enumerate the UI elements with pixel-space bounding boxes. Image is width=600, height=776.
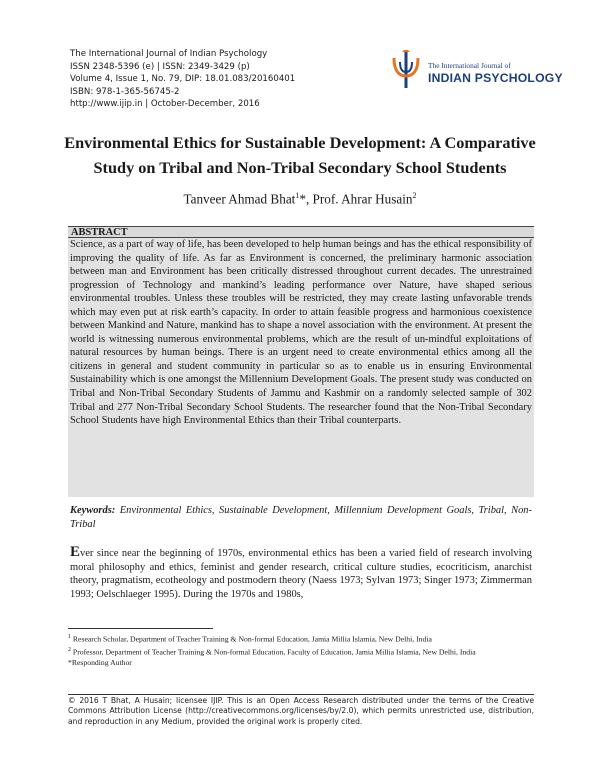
corresponding-mark: *, (299, 191, 313, 207)
volume-line: Volume 4, Issue 1, No. 79, DIP: 18.01.083/20160401 (70, 74, 296, 85)
footnote-2-text: Professor, Department of Teacher Training & Non-formal Education, Faculty of Education, Jamia Millia Islamia, New Delhi, India (72, 647, 476, 657)
journal-name: The International Journal of Indian Psychology (70, 49, 268, 59)
footnote-1-number: 1 (68, 634, 71, 640)
abstract-heading: ABSTRACT (68, 226, 534, 238)
footnote-divider (68, 628, 213, 629)
license-divider (68, 694, 534, 695)
author-2-affil: 2 (412, 191, 417, 200)
isbn-line: ISBN: 978-1-365-56745-2 (70, 86, 180, 97)
author-1-affil: 1 (295, 191, 300, 200)
license-text: © 2016 T Bhat, A Husain; licensee IJIP. This is an Open Access Research distributed under the terms of the Creative Commons Attribution License (http://creativecommons.org/licenses/by/2.0), which permits unrestricted use, distribution, and reproduction in any Medium, provided the original work is properly cited. (68, 696, 534, 726)
author-2: Prof. Ahrar Husain (312, 191, 413, 207)
footnotes (68, 632, 534, 668)
footnote-2 (68, 645, 534, 658)
author-1: Tanveer Ahmad Bhat (183, 191, 296, 207)
footnote-3: *Responding Author (68, 657, 132, 667)
trident-logo-icon (388, 50, 424, 90)
logo-main-text: INDIAN PSYCHOLOGY (428, 71, 563, 85)
author-line (60, 191, 540, 207)
url-date-line[interactable]: http://www.ijip.in | October-December, 2016 (70, 99, 260, 110)
keywords (70, 504, 532, 532)
paper-title: Environmental Ethics for Sustainable Development: A Comparative Study on Tribal and Non-Tribal Secondary School Students (64, 133, 536, 177)
abstract-body: Science, as a part of way of life, has been developed to help human beings and has the ethical responsibility of improving the quality of life. As far as Environment is concerned, the preliminary harmonic association between man and Environment has been critically distressed throughout current decades. The unrestrained progression of Technology and mankind’s leading performance over Nature, have shaped serious environmental troubles. Unless these troubles will be restricted, they may create lasting unfavorable trends which may even put at risk earth’s capacity. In order to attain feasible progress and harmonious coexistence between Mankind and Nature, mankind has to shape a novel association with the environment. At present the world is witnessing numerous environmental problems, which are the result of un-mindful exploitations of natural resources by human beings. There is an urgent need to create environmental ethics among all the citizens in general and student community in particular so as to enable us in ensuring Environmental Sustainability which is one amongst the Millennium Development Goals. The present study was conducted on Tribal and Non-Tribal Secondary Students of Jammu and Kashmir on a randomly selected sample of 302 Tribal and 277 Non-Tribal Secondary School Students. The researcher found that the Non-Tribal Secondary School Students have high Environmental Ethics than their Tribal counterparts. (68, 238, 534, 497)
intro-paragraph (70, 546, 532, 601)
footnote-2-number: 2 (68, 646, 71, 653)
journal-logo (388, 50, 563, 92)
logo-top-text: The International Journal of (428, 61, 511, 70)
keywords-text: Environmental Ethics, Sustainable Development, Millennium Development Goals, Tribal, Non-Tribal (70, 505, 533, 530)
drop-cap: E (70, 544, 81, 560)
footnote-1 (68, 632, 534, 645)
footnote-1-text: Research Scholar, Department of Teacher Training & Non-formal Education, Jamia Millia Islamia, New Delhi, India (72, 634, 432, 644)
issn-line: ISSN 2348-5396 (e) | ISSN: 2349-3429 (p) (70, 61, 250, 72)
intro-text: ver since near the beginning of 1970s, environmental ethics has been a varied field of research involving moral philosophy and ethics, feminist and gender research, critical culture studies, ecocriticism, anarchist theory, pragmatism, ecotheology and postmodern theory (Naess 1973; Sylvan 1973; Singer 1973; Zimmerman 1993; Oelschlaeger 1995). During the 1970s and 1980s, (70, 548, 532, 600)
keywords-label: Keywords: (70, 505, 116, 516)
journal-header (70, 48, 370, 111)
